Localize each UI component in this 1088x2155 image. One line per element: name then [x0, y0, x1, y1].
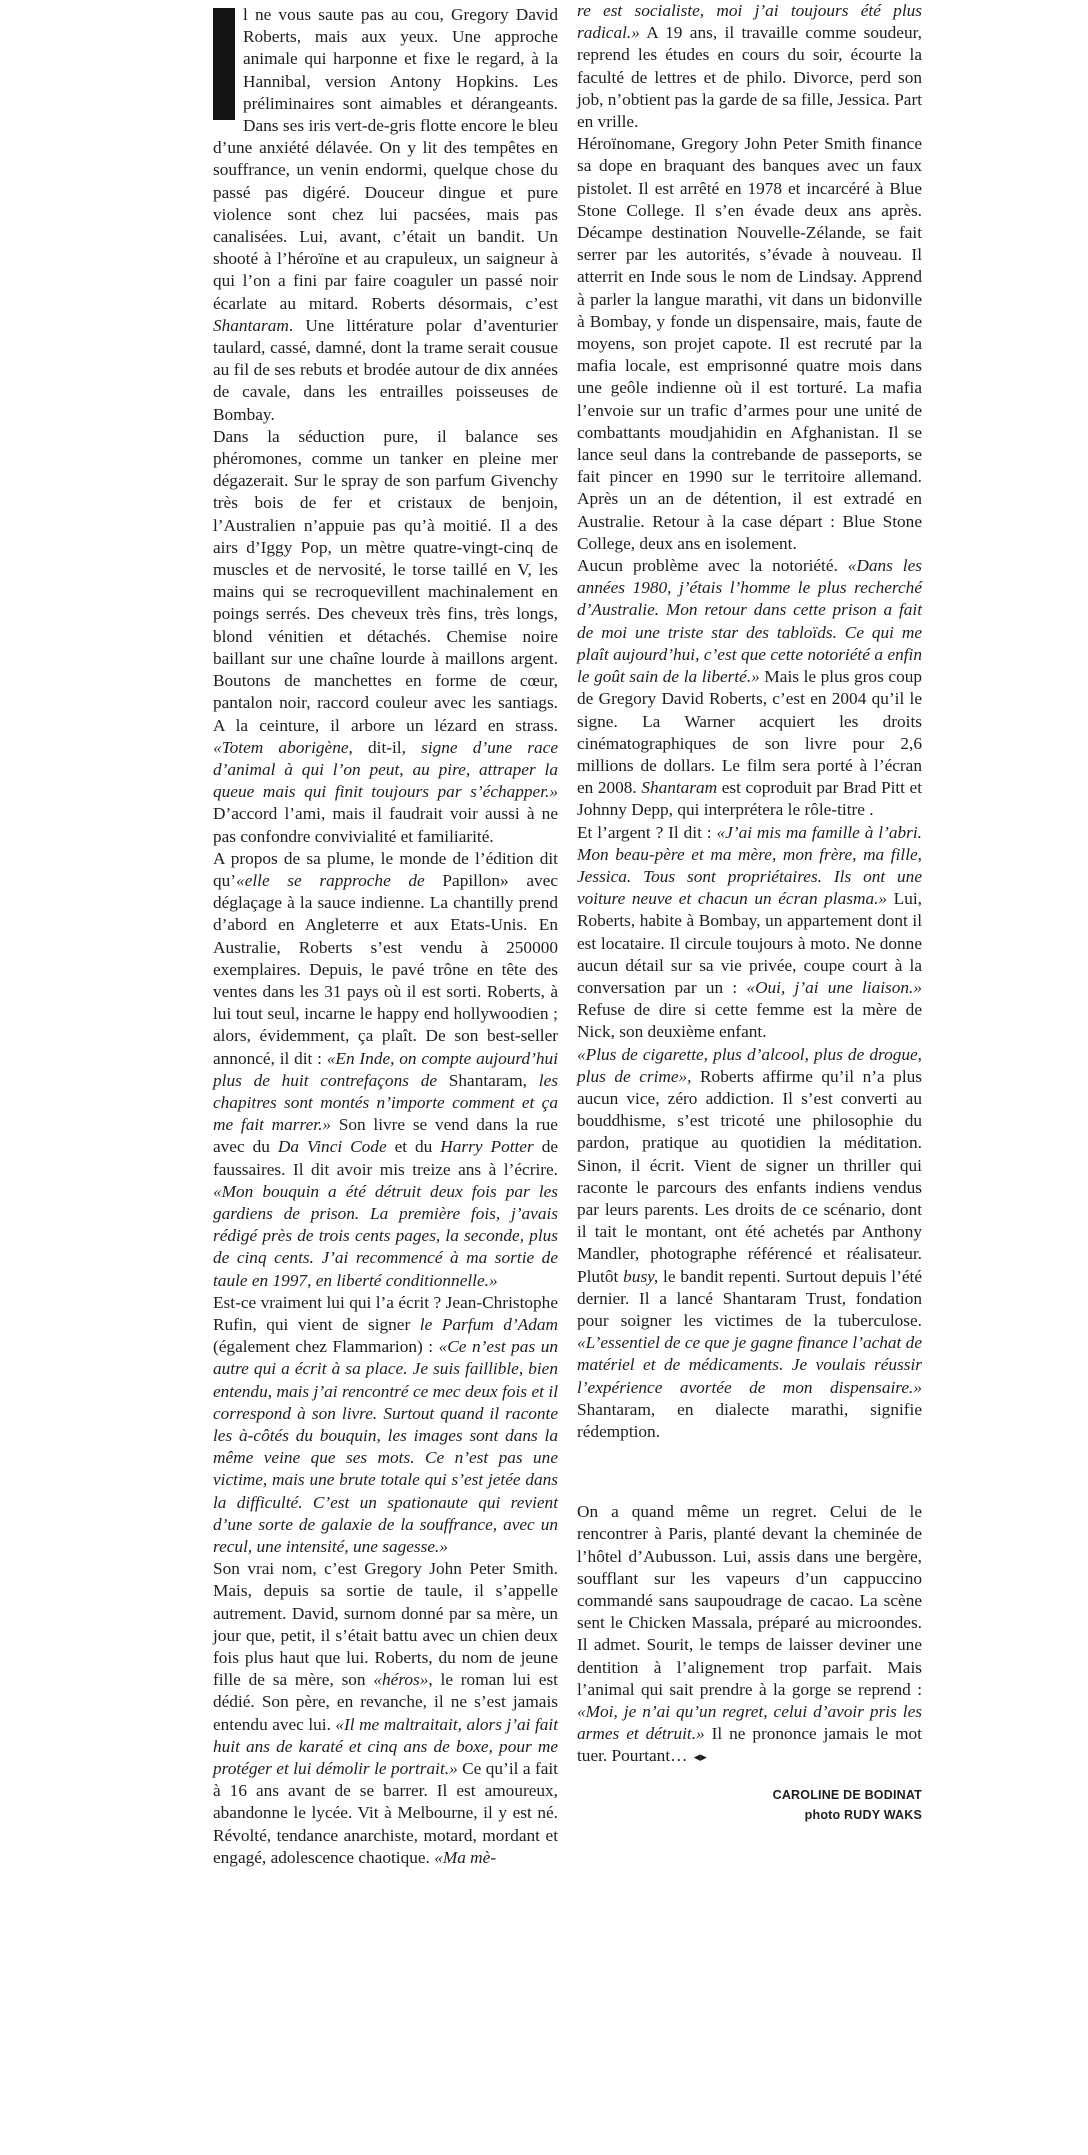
byline	[577, 1785, 922, 1825]
author-name: CAROLINE DE BODINAT	[772, 1787, 922, 1802]
paragraph-3: A propos de sa plume, le monde de l’édition dit qu’«elle se rapproche de Papillon» avec déglaçage à la sauce indienne. La chantilly prend d’abord en Angleterre et aux Etats-Unis. En Australie, Roberts s’est vendu à 250000 exemplaires. Depuis, le pavé trône en tête des ventes dans les 31 pays où il est sorti. Roberts, à lui tout seul, incarne le happy end hollywoodien ; alors, évidemment, ça plaît. De son best-seller annoncé, il dit : «En Inde, on compte aujourd’hui plus de huit contrefaçons de Shantaram, les chapitres sont montés n’importe comment et ça me fait marrer.» Son livre se vend dans la rue avec du Da Vinci Code et du Harry Potter de faussaires. Il dit avoir mis treize ans à l’écrire. «Mon bouquin a été détruit deux fois par les gardiens de prison. La première fois, j’avais rédigé près de trois cents pages, la seconde, plus de cinq cents. J’ai recommencé à ma sortie de taule en 1997, en liberté conditionnelle.»	[213, 848, 559, 1290]
paragraph-7: Héroïnomane, Gregory John Peter Smith finance sa dope en braquant des banques avec un faux pistolet. Il est arrêté en 1978 et incarcéré à Blue Stone College. Il s’en évade deux ans après. Décampe destination Nouvelle-Zélande, se fait serrer par les autorités, s’évade à nouveau. Il atterrit en Inde sous le nom de Lindsay. Apprend à parler la langue marathi, vit dans un bidonville à Bombay, y fonde un dispensaire, mais, faute de moyens, son projet capote. Il est recruté par la mafia locale, est emprisonné quatre mois dans une geôle indienne où il est torturé. La mafia l’envoie sur un trafic d’armes pour une unité de combattants moudjahidin en Afghanistan. Il se lance seul dans la contrebande de passeports, se fait pincer en 1990 sur le territoire allemand. Après un an de détention, il est extradé en Australie. Retour à la case départ : Blue Stone College, deux ans en isolement.	[577, 134, 922, 553]
paragraph-11: On a quand même un regret. Celui de le rencontrer à Paris, planté devant la cheminée de l’hôtel d’Aubusson. Lui, assis dans une bergère, soufflant sur les vapeurs d’un cappuccino commandé sans saupoudrage de cacao. La scène sent le Chicken Massala, préparé au microondes. Il admet. Sourit, le temps de laisser deviner une dentition à l’alignement trop parfait. Mais l’animal qui sait prendre à la gorge se reprend : «Moi, je n’ai qu’un regret, celui d’avoir pris les armes et détruit.» Il ne prononce jamais le mot tuer. Pourtant… ◂▸	[577, 1501, 922, 1768]
paragraph-4: Est-ce vraiment lui qui l’a écrit ? Jean-Christophe Rufin, qui vient de signer le Parfum d’Adam (également chez Flammarion) : «Ce n’est pas un autre qui a écrit à sa place. Je suis faillible, bien entendu, mais j’ai rencontré ce mec deux fois et il correspond à son livre. Surtout quand il raconte les à-côtés du bouquin, les images sont dans la même veine que ses mots. Ce n’est pas une victime, mais une brute totale qui s’est jetée dans la difficulté. C’est un spationaute qui revient d’une sorte de galaxie de la souffrance, avec un recul, une intensité, une sagesse.»	[213, 1292, 558, 1557]
paragraph-5: Son vrai nom, c’est Gregory John Peter Smith. Mais, depuis sa sortie de taule, il s’appelle autrement. David, surnom donné par sa mère, un jour que, petit, il s’était battu avec un chien deux fois plus haut que lui. Roberts, du nom de jeune fille de sa mère, son «héros», le roman lui est dédié. Son père, en revanche, il ne s’est jamais entendu avec lui. «Il me maltraitait, alors j’ai fait huit ans de karaté et cinq ans de boxe, pour me protéger et lui démolir le portrait.» Ce qu’il a fait à 16 ans avant de se barrer. Il est amoureux, abandonne le lycée. Vit à Melbourne, il y est né. Révolté, tendance anarchiste, motard, mordant et engagé, adolescence chaotique. «Ma mè-	[213, 1559, 558, 1867]
article-column-right	[577, 0, 922, 1825]
drop-cap	[213, 8, 235, 120]
paragraph-9: Et l’argent ? Il dit : «J’ai mis ma famille à l’abri. Mon beau-père et ma mère, mon frère, ma fille, Jessica. Tous sont propriétaires. Ils ont une voiture neuve et chacun un écran plasma.» Lui, Roberts, habite à Bombay, un appartement dont il est locataire. Il circule toujours à moto. Ne donne aucun détail sur sa vie privée, coupe court à la conversation par un : «Oui, j’ai une liaison.» Refuse de dire si cette femme est la mère de Nick, son deuxième enfant.	[577, 822, 922, 1042]
photo-credit: photo RUDY WAKS	[804, 1807, 922, 1822]
paragraph-8: Aucun problème avec la notoriété. «Dans les années 1980, j’étais l’homme le plus recherché d’Australie. Mon retour dans cette prison a fait de moi une triste star des tabloïds. Ce qui me plaît aujourd’hui, c’est que cette notoriété a enfin le goût sain de la liberté.» Mais le plus gros coup de Gregory David Roberts, c’est en 2004 qu’il le signe. La Warner acquiert les droits cinématographiques de son livre pour 2,6 millions de dollars. Le film sera porté à l’écran en 2008. Shantaram est coproduit par Brad Pitt et Johnny Depp, qui interprétera le rôle-titre .	[577, 556, 922, 820]
paragraph-1: l ne vous saute pas au cou, Gregory David Roberts, mais aux yeux. Une approche animale qui harponne et fixe le regard, à la Hannibal, version Antony Hopkins. Les préliminaires sont aimables et dérangeants. Dans ses iris vert-de-gris flotte encore le bleu d’une anxiété délavée. On y lit des tempêtes en souffrance, un venin endormi, quelque chose du passé pas digéré. Douceur dingue et pure violence sont chez lui pacsées, mais pas canalisées. Lui, avant, c’était un bandit. Un shooté à l’héroïne et au crapuleux, un saigneur à qui l’on a fini par faire coaguler un passé noir écarlate au mitard. Roberts désormais, c’est Shantaram. Une littérature polar d’aventurier taulard, cassé, damné, dont la trame serait cousue au fil de ses rebuts et brodée autour de dix années de cavale, dans les entrailles poisseuses de Bombay.	[213, 5, 558, 424]
article-column-left	[213, 4, 558, 1869]
paragraph-10: «Plus de cigarette, plus d’alcool, plus de drogue, plus de crime», Roberts affirme qu’il n’a plus aucun vice, zéro addiction. Il s’est converti au bouddhisme, s’est tricoté une philosophie du pardon, pratique au quotidien la méditation. Sinon, il écrit. Vient de signer un thriller qui raconte le parcours des enfants indiens vendus par leurs parents. Les droits de ce scénario, dont il tait le montant, ont été achetés par Anthony Mandler, photographe référencé et réalisateur. Plutôt busy, le bandit repenti. Surtout depuis l’été dernier. Il a lancé Shantaram Trust, fondation pour soigner les victimes de la tuberculose. «L’essentiel de ce que je gagne finance l’achat de matériel et de médicaments. Je voulais réussir l’expérience avortée de mon dispensaire.» Shantaram, en dialecte marathi, signifie rédemption.	[577, 1044, 922, 1441]
paragraph-6: re est socialiste, moi j’ai toujours été plus radical.» A 19 ans, il travaille comme soudeur, reprend les études en cours du soir, écourte la faculté de lettres et de philo. Divorce, perd son job, n’obtient pas la garde de sa fille, Jessica. Part en vrille.	[577, 1, 922, 132]
paragraph-2: Dans la séduction pure, il balance ses phéromones, comme un tanker en pleine mer dégazerait. Sur le spray de son parfum Givenchy très bois de fer et cristaux de benjoin, l’Australien n’appuie pas qu’à moitié. Il a des airs d’Iggy Pop, un mètre quatre-vingt-cinq de muscles et de nervosité, le torse taillé en V, les mains qui se recroquevillent machinalement en poings serrés. Des cheveux très fins, très longs, blond vénitien et détachés. Chemise noire baillant sur une chaîne lourde à maillons argent. Boutons de manchettes en forme de cœur, pantalon noir, raccord couleur avec les santiags. A la ceinture, il arbore un lézard en strass. «Totem aborigène, dit-il, signe d’une race d’animal à qui l’on peut, au pire, attraper la queue mais qui finit toujours par s’échapper.» D’accord l’ami, mais il faudrait voir aussi à ne pas confondre convivialité et familiarité.	[213, 426, 558, 846]
end-mark-icon: ◂▸	[693, 1749, 707, 1765]
